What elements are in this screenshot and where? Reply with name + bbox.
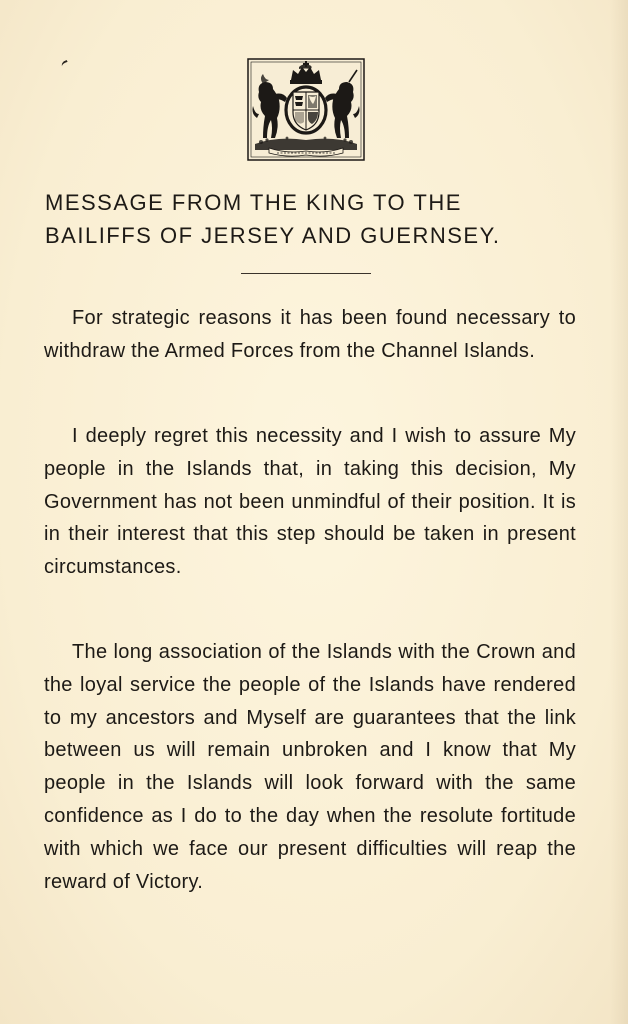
document-title	[45, 186, 585, 252]
title-line-1: MESSAGE FROM THE KING TO THE	[45, 190, 462, 215]
ink-speck	[60, 60, 68, 67]
title-line-2: BAILIFFS OF JERSEY AND GUERNSEY.	[45, 223, 501, 248]
title-divider	[241, 273, 371, 274]
paragraph-1: For strategic reasons it has been found necessary to withdraw the Armed Forces from the Channel Islands.	[44, 307, 576, 362]
page-edge-shadow	[610, 0, 628, 1024]
paragraph-2: I deeply regret this necessity and I wish to assure My people in the Islands that, in taking this decision, My Government has not been unmindful of their position. It is in their interest that this step should be taken in present circumstances.	[44, 425, 576, 579]
paragraph-3: The long association of the Islands with the Crown and the loyal service the people of the Islands have rendered to my ancestors and Myself are guarantees that the link between us will remain unbroken and I know that My people in the Islands will look forward with the same confidence as I do to the day when the resolute fortitude with which we face our present difficulties will reap the reward of Victory.	[44, 641, 576, 893]
royal-coat-of-arms-icon	[247, 58, 365, 161]
